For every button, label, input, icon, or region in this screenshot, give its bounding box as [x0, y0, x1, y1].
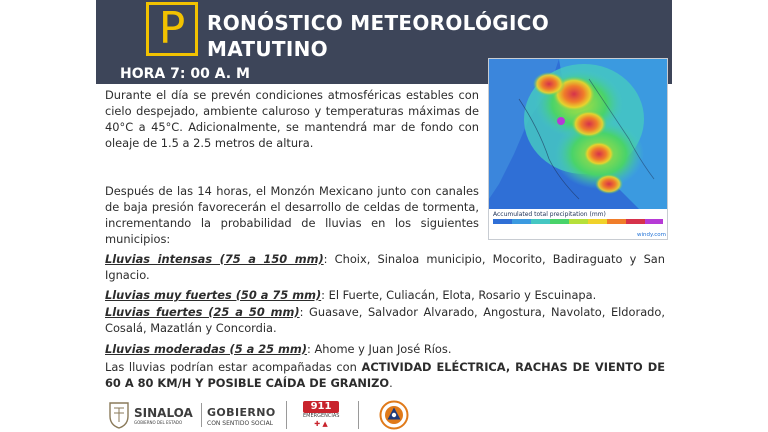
state-shield-icon — [108, 400, 130, 430]
emergency-911-logo — [303, 401, 339, 429]
emergency-symbols-icon: ✚ ▲ — [314, 420, 328, 428]
logo-divider — [286, 401, 287, 429]
rain-category-intense — [105, 252, 665, 284]
title-line-1: RONÓSTICO METEOROLÓGICO — [207, 11, 550, 35]
issue-time: HORA 7: 00 A. M — [120, 66, 250, 82]
rain-category-municipalities: : Choix, Sinaloa municipio, Mocorito, Badiraguato y San Ignacio. — [105, 252, 665, 282]
hazard-warning-emphasis: ACTIVIDAD ELÉCTRICA, RACHAS DE VIENTO DE 60 A 80 KM/H Y POSIBLE CAÍDA DE GRANIZO — [105, 360, 665, 390]
bulletin-sheet — [96, 0, 672, 432]
rain-category-strong — [105, 305, 665, 337]
rain-category-municipalities: : El Fuerte, Culiacán, Elota, Rosario y Escuinapa. — [321, 288, 597, 302]
rain-category-very-strong — [105, 288, 665, 304]
hazard-warning-end: . — [389, 375, 393, 390]
rain-category-label: Lluvias moderadas (5 a 25 mm) — [105, 342, 308, 356]
hazard-warning-intro: Las lluvias podrían estar acompañadas con — [105, 360, 362, 374]
sinaloa-logo-text: SINALOA — [134, 406, 193, 420]
logo-divider — [358, 401, 359, 429]
map-legend-title: Accumulated total precipitation (mm) — [493, 211, 606, 218]
rain-category-label: Lluvias muy fuertes (50 a 75 mm) — [105, 288, 322, 302]
logo-divider — [201, 403, 202, 427]
title-line-2: MATUTINO — [207, 37, 328, 61]
rain-category-moderate — [105, 342, 665, 358]
gobierno-logo-subtitle: CON SENTIDO SOCIAL — [207, 420, 274, 427]
sinaloa-logo-subtitle: GOBIERNO DEL ESTADO — [134, 420, 183, 425]
map-watermark: windy.com — [637, 232, 666, 238]
emergency-911-number: 911 — [303, 401, 339, 413]
gobierno-logo-text: GOBIERNO — [207, 406, 276, 419]
rain-category-label: Lluvias fuertes (25 a 50 mm) — [105, 305, 300, 319]
civil-protection-icon — [379, 400, 409, 430]
footer-logos — [96, 398, 672, 432]
rain-category-municipalities: : Guasave, Salvador Alvarado, Angostura, Navolato, Eldorado, Cosalá, Mazatlán y Concordia. — [105, 305, 665, 335]
paragraph-conditions: Durante el día se prevén condiciones atmosféricas estables con cielo despejado, ambiente caluroso y temperaturas máximas de 40°C a 45°C. Adicionalmente, se mantendrá mar de fondo con oleaje de 1.5 a 2.5 metros de altura. — [105, 88, 479, 150]
hazard-warning — [105, 360, 665, 392]
rain-category-label: Lluvias intensas (75 a 150 mm) — [105, 252, 324, 266]
paragraph-monsoon — [105, 184, 665, 248]
emergency-911-subtitle: EMERGENCIAS — [303, 413, 340, 419]
rain-category-municipalities: : Ahome y Juan José Ríos. — [307, 342, 452, 356]
bulletin-title — [207, 10, 549, 62]
paragraph-monsoon-text: Después de las 14 horas, el Monzón Mexicano junto con canales de baja presión favorecerán el desarrollo de celdas de tormenta, incrementando la probabilidad de lluvias en los siguientes municipios: — [105, 184, 479, 246]
title-initial-box: P — [146, 2, 198, 56]
